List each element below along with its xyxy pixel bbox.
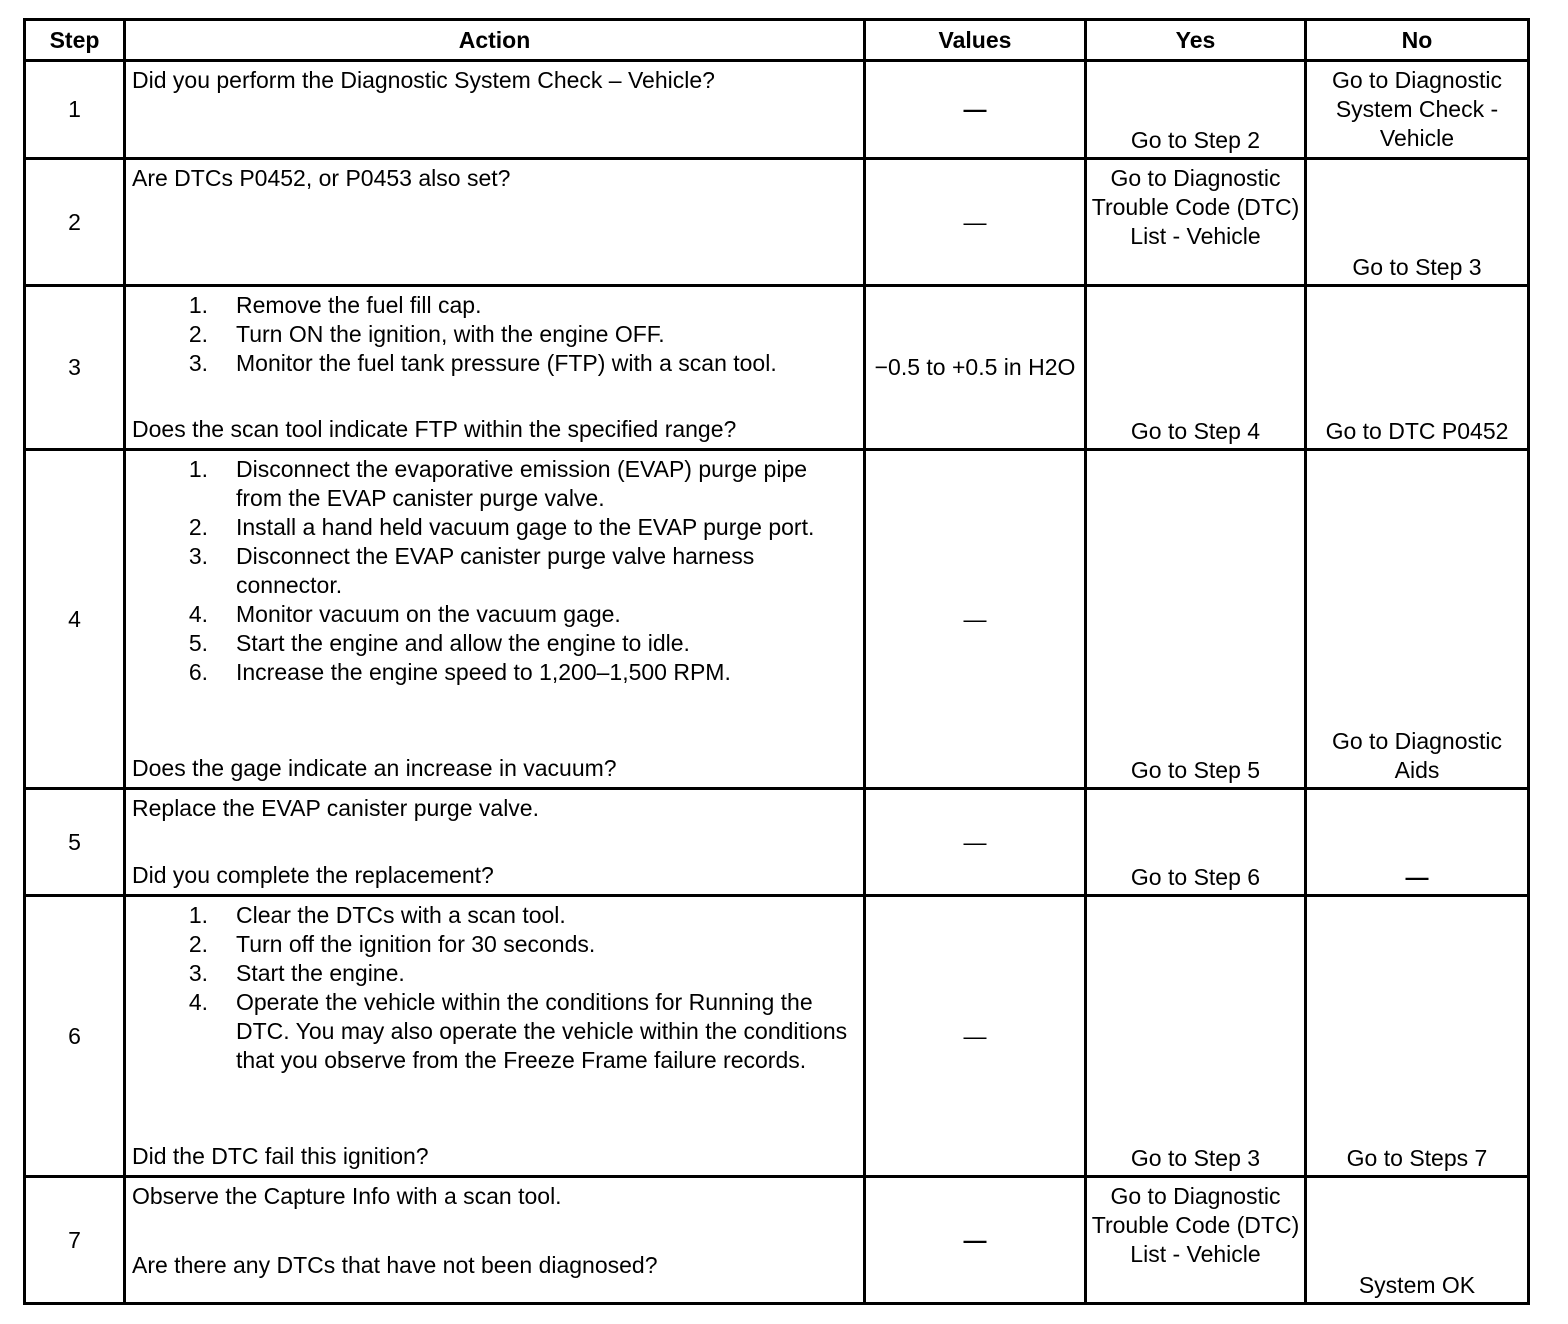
list-item: 4. Operate the vehicle within the conditions for Running the DTC. You may also operate the vehicle within the conditions that you observe from the Freeze Frame failure records.	[188, 989, 848, 1073]
list-item: 2. Turn ON the ignition, with the engine OFF.	[188, 321, 665, 347]
yes-cell	[1086, 286, 1306, 450]
table-row	[25, 1177, 1529, 1304]
step-number: 4	[25, 450, 125, 789]
action-text: Replace the EVAP canister purge valve.	[132, 795, 539, 821]
list-item: 4. Monitor vacuum on the vacuum gage.	[188, 601, 621, 627]
header-values: Values	[865, 20, 1086, 61]
step-number: 1	[25, 61, 125, 159]
table-row	[25, 450, 1529, 789]
table-row	[25, 286, 1529, 450]
values-cell	[865, 1177, 1086, 1304]
no-text: Go to Diagnostic System Check - Vehicle	[1331, 67, 1503, 151]
list-item: 1. Clear the DTCs with a scan tool.	[188, 902, 566, 928]
header-step: Step	[25, 20, 125, 61]
yes-text: Go to Step 6	[1130, 864, 1261, 890]
yes-cell	[1086, 896, 1306, 1177]
list-item: 1. Remove the fuel fill cap.	[188, 292, 482, 318]
no-text: Go to Step 3	[1352, 254, 1482, 280]
no-text: Go to Steps 7	[1346, 1145, 1488, 1171]
yes-text: Go to Diagnostic Trouble Code (DTC) List - Vehicle	[1091, 165, 1300, 249]
action-cell	[125, 789, 865, 896]
step-number: 2	[25, 159, 125, 286]
action-text: Observe the Capture Info with a scan tool.	[132, 1183, 562, 1209]
values-text: −0.5 to +0.5 in H2O	[874, 354, 1076, 380]
action-cell	[125, 1177, 865, 1304]
list-item: 3. Monitor the fuel tank pressure (FTP) with a scan tool.	[188, 350, 777, 376]
no-cell	[1306, 896, 1529, 1177]
substep-list	[132, 455, 859, 687]
action-text: Are DTCs P0452, or P0453 also set?	[132, 165, 511, 191]
values-text: —	[963, 208, 987, 235]
yes-cell	[1086, 789, 1306, 896]
no-cell	[1306, 159, 1529, 286]
action-cell	[125, 450, 865, 789]
no-cell	[1306, 1177, 1529, 1304]
substep-list	[132, 291, 859, 378]
list-item: 6. Increase the engine speed to 1,200–1,500 RPM.	[188, 659, 731, 685]
list-item: 2. Install a hand held vacuum gage to the EVAP purge port.	[188, 514, 815, 540]
action-question: Does the gage indicate an increase in vacuum?	[132, 755, 617, 781]
table-row	[25, 789, 1529, 896]
no-text: Go to Diagnostic Aids	[1331, 728, 1503, 783]
yes-text: Go to Step 4	[1130, 418, 1261, 444]
values-text: —	[963, 1022, 987, 1049]
no-cell	[1306, 450, 1529, 789]
values-cell	[865, 159, 1086, 286]
yes-cell	[1086, 159, 1306, 286]
yes-text: Go to Step 5	[1130, 757, 1261, 783]
no-text: System OK	[1358, 1272, 1476, 1298]
yes-text: Go to Step 2	[1130, 127, 1261, 153]
action-cell	[125, 61, 865, 159]
action-cell	[125, 286, 865, 450]
action-question: Did you complete the replacement?	[132, 862, 494, 888]
no-text: —	[1405, 864, 1429, 890]
step-number: 6	[25, 896, 125, 1177]
values-text: —	[963, 605, 987, 632]
list-item: 1. Disconnect the evaporative emission (EVAP) purge pipe from the EVAP canister purge valve.	[188, 456, 808, 511]
header-action: Action	[125, 20, 865, 61]
list-item: 2. Turn off the ignition for 30 seconds.	[188, 931, 596, 957]
action-question: Are there any DTCs that have not been diagnosed?	[132, 1252, 658, 1278]
table-row	[25, 159, 1529, 286]
action-text: Did you perform the Diagnostic System Check – Vehicle?	[132, 67, 715, 93]
yes-cell	[1086, 450, 1306, 789]
no-cell	[1306, 789, 1529, 896]
values-cell	[865, 896, 1086, 1177]
list-item: 3. Start the engine.	[188, 960, 405, 986]
list-item: 5. Start the engine and allow the engine to idle.	[188, 630, 690, 656]
no-cell	[1306, 61, 1529, 159]
table-row	[25, 61, 1529, 159]
values-text: —	[963, 1226, 987, 1253]
values-text: —	[963, 828, 987, 855]
yes-cell	[1086, 1177, 1306, 1304]
yes-text: Go to Step 3	[1130, 1145, 1261, 1171]
action-cell	[125, 159, 865, 286]
values-text: —	[963, 96, 987, 122]
values-cell	[865, 450, 1086, 789]
yes-cell	[1086, 61, 1306, 159]
header-row	[25, 20, 1529, 61]
action-question: Did the DTC fail this ignition?	[132, 1143, 429, 1169]
table-row	[25, 896, 1529, 1177]
header-yes: Yes	[1086, 20, 1306, 61]
step-number: 3	[25, 286, 125, 450]
yes-text: Go to Diagnostic Trouble Code (DTC) List - Vehicle	[1091, 1183, 1300, 1267]
no-cell	[1306, 286, 1529, 450]
substep-list	[132, 901, 859, 1075]
step-number: 5	[25, 789, 125, 896]
values-cell	[865, 789, 1086, 896]
diagnostic-table	[23, 18, 1530, 1305]
list-item: 3. Disconnect the EVAP canister purge valve harness connector.	[188, 543, 755, 598]
values-cell	[865, 61, 1086, 159]
values-cell	[865, 286, 1086, 450]
step-number: 7	[25, 1177, 125, 1304]
action-cell	[125, 896, 865, 1177]
header-no: No	[1306, 20, 1529, 61]
no-text: Go to DTC P0452	[1325, 418, 1509, 444]
action-question: Does the scan tool indicate FTP within the specified range?	[132, 416, 737, 442]
